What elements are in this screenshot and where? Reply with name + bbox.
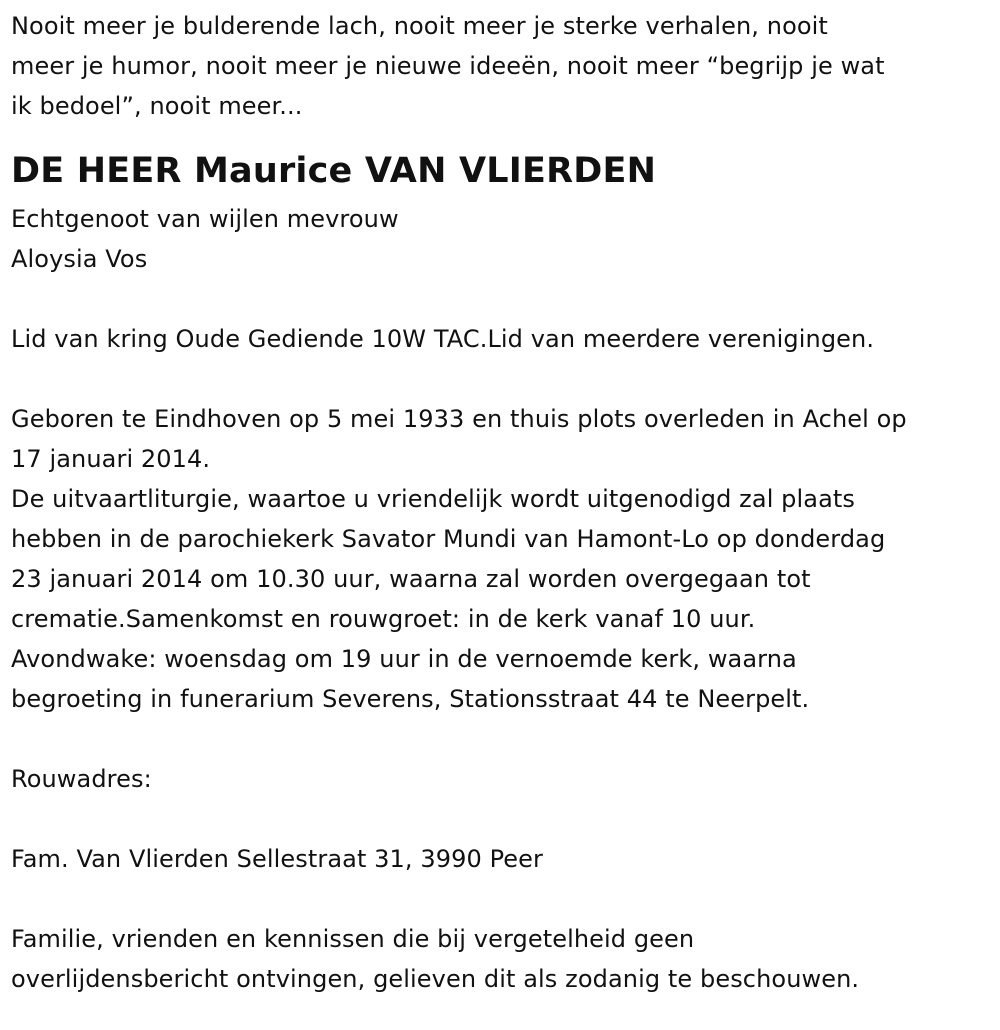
- spacer: [11, 879, 990, 919]
- details-line: Avondwake: woensdag om 19 uur in de vernoemde kerk, waarna: [11, 645, 797, 673]
- address-label: Rouwadres:: [11, 765, 152, 793]
- intro-text: [11, 6, 990, 126]
- relation-line: Echtgenoot van wijlen mevrouw: [11, 205, 399, 233]
- details-line: crematie.Samenkomst en rouwgroet: in de kerk vanaf 10 uur.: [11, 605, 756, 633]
- details-line: 17 januari 2014.: [11, 445, 211, 473]
- spacer: [11, 719, 990, 759]
- spacer: [11, 279, 990, 319]
- details-line: De uitvaartliturgie, waartoe u vriendelijk wordt uitgenodigd zal plaats: [11, 485, 856, 513]
- relation-line: Aloysia Vos: [11, 245, 148, 273]
- details-line: Geboren te Eindhoven op 5 mei 1933 en thuis plots overleden in Achel op: [11, 405, 907, 433]
- intro-line: meer je humor, nooit meer je nieuwe ideeën, nooit meer “begrijp je wat: [11, 52, 885, 80]
- details-line: 23 januari 2014 om 10.30 uur, waarna zal worden overgegaan tot: [11, 565, 811, 593]
- spacer: [11, 799, 990, 839]
- details-line: hebben in de parochiekerk Savator Mundi van Hamont-Lo op donderdag: [11, 525, 886, 553]
- closing-text: [11, 919, 990, 999]
- details-line: begroeting in funerarium Severens, Stationsstraat 44 te Neerpelt.: [11, 685, 810, 713]
- address-value: Fam. Van Vlierden Sellestraat 31, 3990 Peer: [11, 845, 544, 873]
- membership-text: Lid van kring Oude Gediende 10W TAC.Lid van meerdere verenigingen.: [11, 325, 875, 353]
- deceased-name: DE HEER Maurice VAN VLIERDEN: [11, 151, 657, 191]
- closing-line: overlijdensbericht ontvingen, gelieven dit als zodanig te beschouwen.: [11, 965, 860, 993]
- relation-text: [11, 199, 990, 279]
- intro-line: Nooit meer je bulderende lach, nooit meer je sterke verhalen, nooit: [11, 12, 828, 40]
- details-text: [11, 399, 990, 719]
- intro-line: ik bedoel”, nooit meer...: [11, 92, 303, 120]
- closing-line: Familie, vrienden en kennissen die bij vergetelheid geen: [11, 925, 695, 953]
- spacer: [11, 359, 990, 399]
